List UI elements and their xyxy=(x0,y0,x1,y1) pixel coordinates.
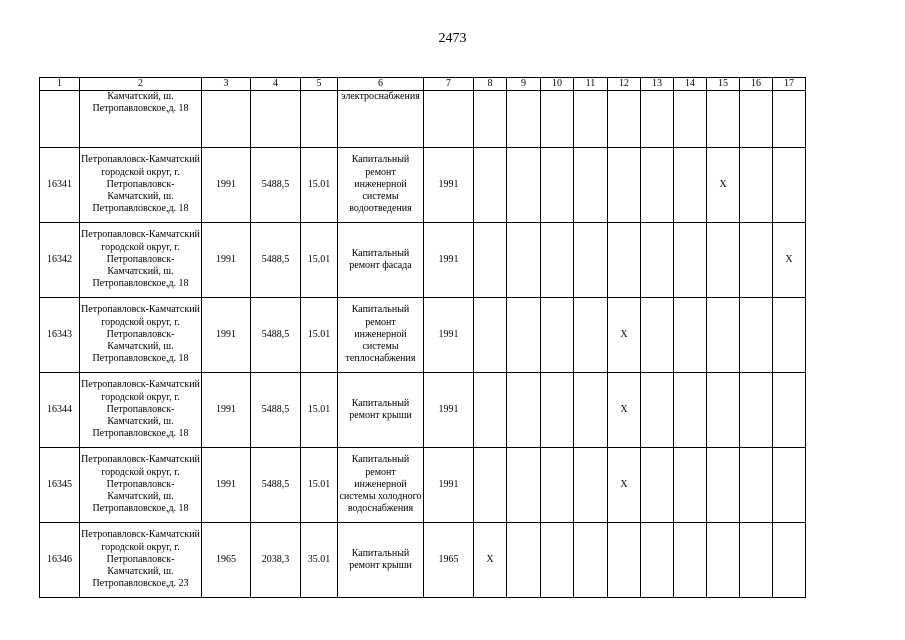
code-cell: 15.01 xyxy=(301,373,338,448)
year-built-cell: 1991 xyxy=(202,223,251,298)
mark-cell xyxy=(707,91,740,148)
address-cell: Петропавловск-Камчатский городской округ, г. Петропавловск-Камчатский, ш. Петропавловское,д. 18 xyxy=(80,373,202,448)
mark-cell xyxy=(574,373,608,448)
code-cell xyxy=(301,91,338,148)
table-row xyxy=(40,523,806,598)
mark-cell xyxy=(740,373,773,448)
mark-cell xyxy=(740,223,773,298)
work-type-cell: Капитальный ремонт крыши xyxy=(338,523,424,598)
mark-cell xyxy=(740,448,773,523)
mark-cell xyxy=(674,91,707,148)
record-id-cell xyxy=(40,91,80,148)
mark-cell xyxy=(641,373,674,448)
mark-cell xyxy=(773,148,806,223)
mark-cell xyxy=(740,91,773,148)
mark-cell xyxy=(674,223,707,298)
column-number: 5 xyxy=(301,78,338,91)
code-cell: 35.01 xyxy=(301,523,338,598)
continuation-row xyxy=(40,91,806,148)
record-id-cell: 16342 xyxy=(40,223,80,298)
table-row xyxy=(40,298,806,373)
mark-cell xyxy=(608,523,641,598)
mark-cell xyxy=(474,448,507,523)
column-number: 8 xyxy=(474,78,507,91)
column-number: 10 xyxy=(541,78,574,91)
column-number-row xyxy=(40,78,806,91)
mark-cell xyxy=(574,148,608,223)
mark-cell xyxy=(773,298,806,373)
mark-cell xyxy=(740,298,773,373)
area-cell: 5488,5 xyxy=(251,373,301,448)
column-number: 15 xyxy=(707,78,740,91)
mark-cell xyxy=(574,91,608,148)
mark-cell xyxy=(507,448,541,523)
mark-cell xyxy=(507,298,541,373)
mark-cell: X xyxy=(608,373,641,448)
mark-cell xyxy=(773,523,806,598)
column-number: 6 xyxy=(338,78,424,91)
column-number: 3 xyxy=(202,78,251,91)
mark-cell xyxy=(608,91,641,148)
mark-cell xyxy=(507,148,541,223)
table-row xyxy=(40,223,806,298)
work-type-cell: электроснабжения xyxy=(338,91,424,148)
year-built-cell: 1965 xyxy=(202,523,251,598)
mark-cell xyxy=(474,223,507,298)
mark-cell xyxy=(608,148,641,223)
year-cell: 1991 xyxy=(424,448,474,523)
table-row xyxy=(40,148,806,223)
year-built-cell: 1991 xyxy=(202,373,251,448)
year-cell: 1965 xyxy=(424,523,474,598)
address-cell: Петропавловск-Камчатский городской округ, г. Петропавловск-Камчатский, ш. Петропавловское,д. 18 xyxy=(80,223,202,298)
mark-cell xyxy=(541,523,574,598)
address-cell: Петропавловск-Камчатский городской округ, г. Петропавловск-Камчатский, ш. Петропавловское,д. 18 xyxy=(80,448,202,523)
year-cell: 1991 xyxy=(424,373,474,448)
mark-cell xyxy=(740,523,773,598)
mark-cell xyxy=(641,523,674,598)
column-number: 7 xyxy=(424,78,474,91)
code-cell: 15.01 xyxy=(301,448,338,523)
mark-cell xyxy=(707,523,740,598)
column-number: 12 xyxy=(608,78,641,91)
code-cell: 15.01 xyxy=(301,223,338,298)
mark-cell: X xyxy=(608,448,641,523)
mark-cell xyxy=(773,91,806,148)
address-cell: Петропавловск-Камчатский городской округ, г. Петропавловск-Камчатский, ш. Петропавловское,д. 23 xyxy=(80,523,202,598)
record-id-cell: 16344 xyxy=(40,373,80,448)
work-type-cell: Капитальный ремонт инженерной системы водоотведения xyxy=(338,148,424,223)
year-built-cell: 1991 xyxy=(202,298,251,373)
mark-cell xyxy=(474,373,507,448)
code-cell: 15.01 xyxy=(301,298,338,373)
mark-cell xyxy=(574,523,608,598)
area-cell: 5488,5 xyxy=(251,448,301,523)
column-number: 4 xyxy=(251,78,301,91)
mark-cell xyxy=(674,448,707,523)
mark-cell: X xyxy=(608,298,641,373)
record-id-cell: 16343 xyxy=(40,298,80,373)
column-number: 16 xyxy=(740,78,773,91)
mark-cell: X xyxy=(474,523,507,598)
year-cell xyxy=(424,91,474,148)
mark-cell xyxy=(674,298,707,373)
mark-cell xyxy=(674,523,707,598)
mark-cell xyxy=(574,223,608,298)
mark-cell: X xyxy=(707,148,740,223)
work-type-cell: Капитальный ремонт инженерной системы холодного водоснабжения xyxy=(338,448,424,523)
mark-cell xyxy=(641,148,674,223)
mark-cell xyxy=(674,373,707,448)
table-body xyxy=(40,78,806,598)
mark-cell xyxy=(541,298,574,373)
mark-cell xyxy=(707,298,740,373)
mark-cell xyxy=(608,223,641,298)
mark-cell xyxy=(507,373,541,448)
column-number: 14 xyxy=(674,78,707,91)
column-number: 13 xyxy=(641,78,674,91)
mark-cell xyxy=(507,223,541,298)
page-number: 2473 xyxy=(438,31,467,46)
area-cell: 2038,3 xyxy=(251,523,301,598)
area-cell: 5488,5 xyxy=(251,223,301,298)
works-table xyxy=(39,77,806,598)
mark-cell xyxy=(541,223,574,298)
mark-cell xyxy=(707,223,740,298)
mark-cell xyxy=(507,91,541,148)
year-built-cell: 1991 xyxy=(202,448,251,523)
mark-cell xyxy=(507,523,541,598)
mark-cell xyxy=(674,148,707,223)
table-row xyxy=(40,373,806,448)
mark-cell xyxy=(641,223,674,298)
mark-cell xyxy=(707,448,740,523)
mark-cell xyxy=(773,373,806,448)
work-type-cell: Капитальный ремонт крыши xyxy=(338,373,424,448)
column-number: 9 xyxy=(507,78,541,91)
mark-cell xyxy=(541,373,574,448)
address-cell: Петропавловск-Камчатский городской округ, г. Петропавловск-Камчатский, ш. Петропавловское,д. 18 xyxy=(80,298,202,373)
work-type-cell: Капитальный ремонт инженерной системы теплоснабжения xyxy=(338,298,424,373)
column-number: 1 xyxy=(40,78,80,91)
year-cell: 1991 xyxy=(424,223,474,298)
mark-cell xyxy=(574,298,608,373)
code-cell: 15.01 xyxy=(301,148,338,223)
year-cell: 1991 xyxy=(424,298,474,373)
address-cell: Камчатский, ш. Петропавловское,д. 18 xyxy=(80,91,202,148)
area-cell: 5488,5 xyxy=(251,148,301,223)
mark-cell xyxy=(541,148,574,223)
mark-cell xyxy=(574,448,608,523)
mark-cell xyxy=(641,298,674,373)
mark-cell xyxy=(641,448,674,523)
record-id-cell: 16341 xyxy=(40,148,80,223)
mark-cell xyxy=(541,91,574,148)
year-built-cell: 1991 xyxy=(202,148,251,223)
record-id-cell: 16345 xyxy=(40,448,80,523)
year-cell: 1991 xyxy=(424,148,474,223)
mark-cell: X xyxy=(773,223,806,298)
mark-cell xyxy=(541,448,574,523)
mark-cell xyxy=(740,148,773,223)
year-built-cell xyxy=(202,91,251,148)
work-type-cell: Капитальный ремонт фасада xyxy=(338,223,424,298)
mark-cell xyxy=(474,298,507,373)
mark-cell xyxy=(707,373,740,448)
area-cell xyxy=(251,91,301,148)
mark-cell xyxy=(773,448,806,523)
column-number: 2 xyxy=(80,78,202,91)
mark-cell xyxy=(641,91,674,148)
column-number: 11 xyxy=(574,78,608,91)
area-cell: 5488,5 xyxy=(251,298,301,373)
column-number: 17 xyxy=(773,78,806,91)
address-cell: Петропавловск-Камчатский городской округ, г. Петропавловск-Камчатский, ш. Петропавловское,д. 18 xyxy=(80,148,202,223)
record-id-cell: 16346 xyxy=(40,523,80,598)
table-row xyxy=(40,448,806,523)
mark-cell xyxy=(474,91,507,148)
mark-cell xyxy=(474,148,507,223)
